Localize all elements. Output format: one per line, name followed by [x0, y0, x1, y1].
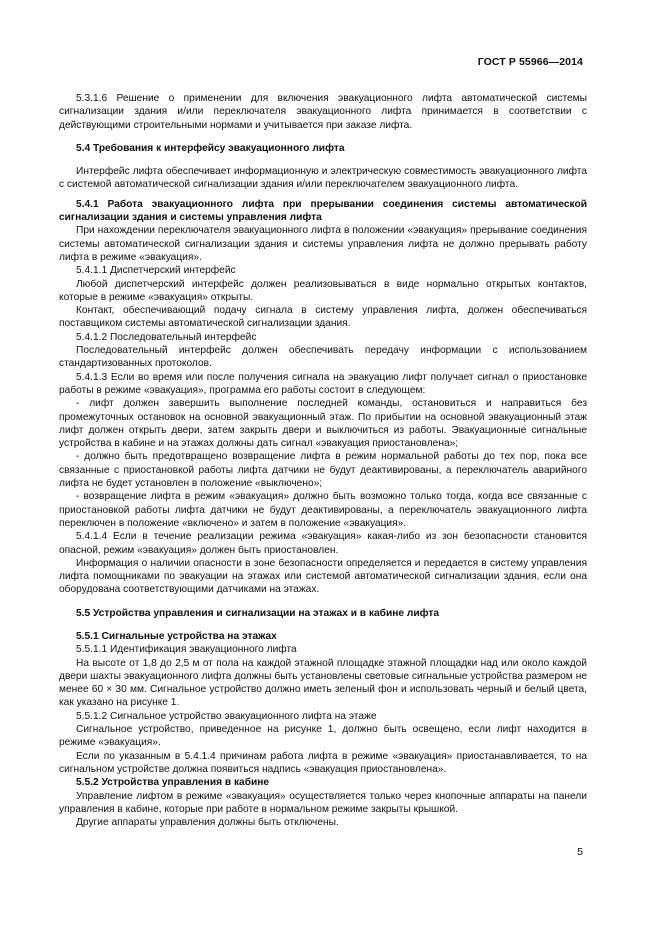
section-heading: 5.5 Устройства управления и сигнализации на этажах и в кабине лифта [76, 607, 440, 619]
clause-title: 5.5.1.2 Сигнальное устройство эвакуационного лифта на этаже [76, 710, 377, 722]
page-number: 5 [577, 846, 583, 858]
list-item: - возвращение лифта в режим «эвакуация» должно быть возможно только тогда, когда все связанные с приостановкой работы лифта датчики не будут деактивированы, а переключатель эвакуационного лифта переключен в положение «включено» и затем в положение «эвакуация». [59, 491, 587, 529]
paragraph: 5.4.1.4 Если в течение реализации режима «эвакуация» какая-либо из зон безопасности становится опасной, режим «эвакуация» должен быть приостановлен. [59, 531, 587, 556]
paragraph: 5.4.1.3 Если во время или после получения сигнала на эвакуацию лифт получает сигнал о приостановке работы в режиме «эвакуация», программа его работы состоит в следующем: [59, 371, 587, 396]
paragraph: Информация о наличии опасности в зоне безопасности определяется и передается в систему управления лифта помощниками по эвакуации на этажах или системой автоматической сигнализации здания, если она оборудована соответствующими датчиками на этажах. [59, 557, 587, 596]
paragraph: Контакт, обеспечивающий подачу сигнала в систему управления лифта, должен обеспечиваться поставщиком системы автоматической сигнализации здания. [59, 305, 587, 330]
paragraph: На высоте от 1,8 до 2,5 м от пола на каждой этажной площадке этажной площадки над или около каждой двери шахты эвакуационного лифта должны быть установлены световые сигнальные устройства размером не менее 60 × 30 мм. Сигнальное устройство должно иметь зеленый фон и использовать черный и белый цвета, как указано на рисунке 1. [59, 657, 587, 709]
list-item: - должно быть предотвращено возвращение лифта в режим нормальной работы до тех пор, пока все связанные с приостановкой работы лифта датчики не будут деактивированы, а переключатель аварийного лифта не будет установлен в положение «выключено»; [59, 451, 587, 490]
paragraph: 5.3.1.6 Решение о применении для включения эвакуационного лифта автоматической системы сигнализации здания и/или переключателя эвакуационного лифта принимается в соответствии с действующими строительными нормами и учитывается при заказе лифта. [59, 93, 587, 131]
paragraph: Управление лифтом в режиме «эвакуация» осуществляется только через кнопочные аппараты на панели управления в кабине, которые при работе в нормальном режиме закрыты крышкой. [59, 790, 587, 815]
paragraph: Сигнальное устройство, приведенное на рисунке 1, должно быть освещено, если лифт находится в режиме «эвакуация». [59, 724, 587, 749]
paragraph: Интерфейс лифта обеспечивает информационную и электрическую совместимость эвакуационного лифта с системой автоматической сигнализации здания и/или переключателем эвакуационного лифта. [59, 166, 587, 191]
list-item: - лифт должен завершить выполнение последней команды, остановиться и направиться без промежуточных остановок на основной эвакуационный этаж. По прибытии на основной эвакуационный этаж лифт должен открыть двери, затем закрыть двери и выключиться из работы. Эвакуационные сигнальные устройства в кабине и на этажах должны дать сигнал «эвакуация приостановлена»; [59, 398, 587, 450]
paragraph: Если по указанным в 5.4.1.4 причинам работа лифта в режиме «эвакуация» приостанавливается, то на сигнальном устройстве должна появиться надпись «эвакуация приостановлена». [59, 750, 587, 775]
subsection-heading: 5.5.1 Сигнальные устройства на этажах [76, 630, 277, 642]
paragraph: Любой диспетчерский интерфейс должен реализовываться в виде нормально открытых контактов, которые в режиме «эвакуация» открыты. [59, 278, 587, 303]
clause-title: 5.4.1.2 Последовательный интерфейс [76, 331, 257, 343]
paragraph: Последовательный интерфейс должен обеспечивать передачу информации с использованием стандартизованных протоколов. [59, 345, 587, 370]
paragraph: Другие аппараты управления должны быть отключены. [76, 817, 339, 829]
paragraph: При нахождении переключателя эвакуационного лифта в положении «эвакуация» прерывание соединения системы автоматической сигнализации здания и системы управления лифта не должно прерывать работу лифта в режиме «эвакуация». [59, 225, 587, 263]
clause-title: 5.5.1.1 Идентификация эвакуационного лифта [76, 644, 297, 656]
clause-title: 5.4.1.1 Диспетчерский интерфейс [76, 265, 236, 277]
subsection-heading: 5.4.1 Работа эвакуационного лифта при прерывании соединения системы автоматической сигнализации здания и системы управления лифта [59, 198, 587, 224]
standard-header: ГОСТ Р 55966—2014 [477, 56, 583, 68]
document-body [59, 92, 587, 829]
subsection-heading: 5.5.2 Устройства управления в кабине [76, 777, 270, 789]
section-heading: 5.4 Требования к интерфейсу эвакуационного лифта [76, 142, 345, 154]
